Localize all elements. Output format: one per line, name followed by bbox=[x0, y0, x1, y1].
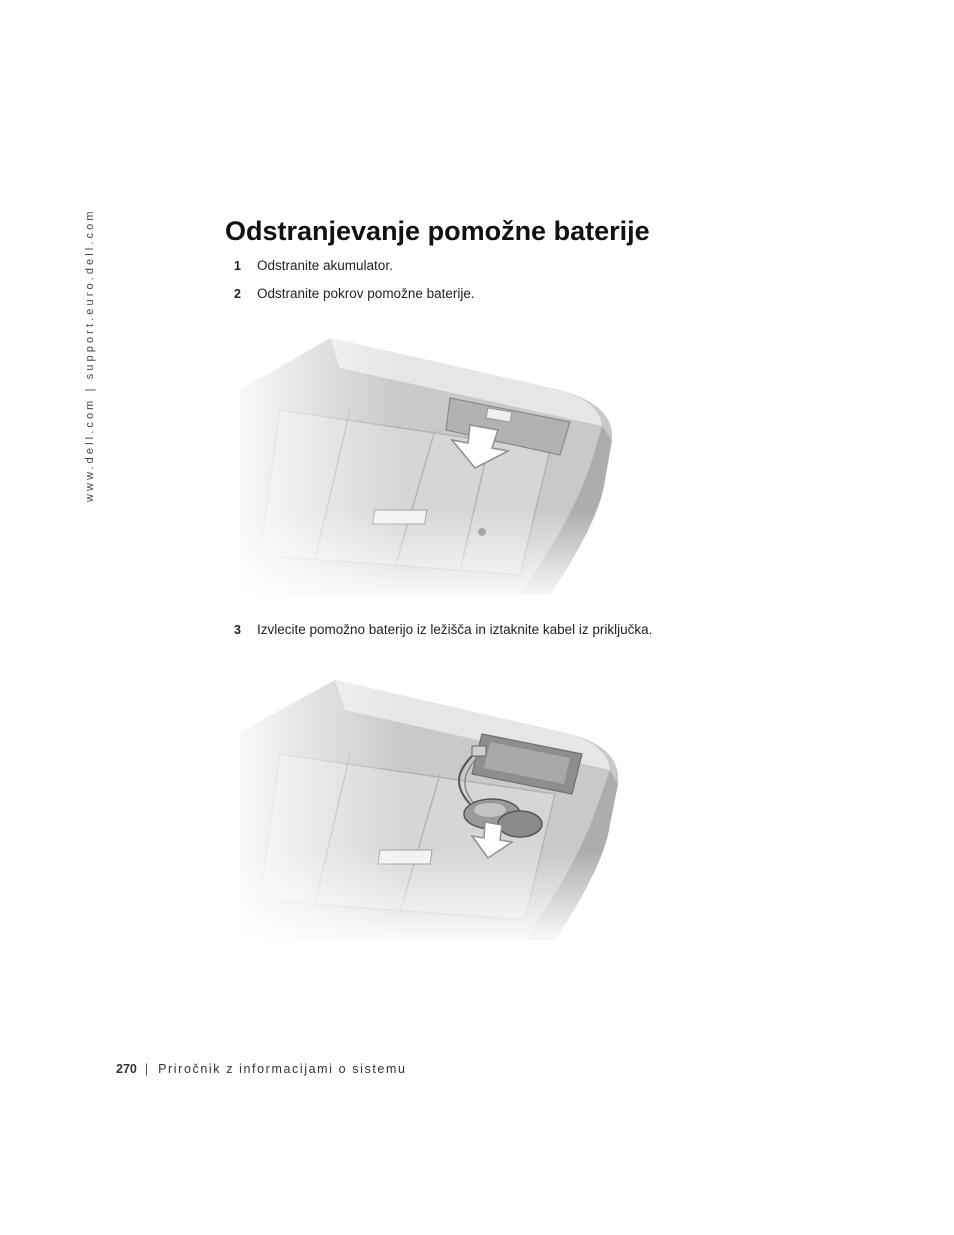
document-title: Priročnik z informacijami o sistemu bbox=[158, 1062, 407, 1076]
step-number: 1 bbox=[234, 259, 241, 273]
page-title: Odstranjevanje pomožne baterije bbox=[225, 216, 650, 246]
battery-extraction-illustration bbox=[220, 672, 625, 947]
footer-separator: | bbox=[144, 1062, 149, 1076]
step-3 bbox=[234, 622, 652, 637]
step-2 bbox=[234, 286, 475, 301]
sidebar-url: www.dell.com | support.euro.dell.com bbox=[84, 208, 96, 502]
step-text: Izvlecite pomožno baterijo iz ležišča in iztaknite kabel iz priključka. bbox=[257, 622, 653, 637]
page-number: 270 bbox=[116, 1062, 137, 1076]
step-number: 3 bbox=[234, 623, 241, 637]
cover-removal-illustration bbox=[220, 330, 620, 605]
step-text: Odstranite pokrov pomožne baterije. bbox=[257, 286, 475, 301]
step-text: Odstranite akumulator. bbox=[257, 258, 393, 273]
step-number: 2 bbox=[234, 287, 241, 301]
step-1 bbox=[234, 258, 393, 273]
page-footer bbox=[116, 1062, 407, 1076]
